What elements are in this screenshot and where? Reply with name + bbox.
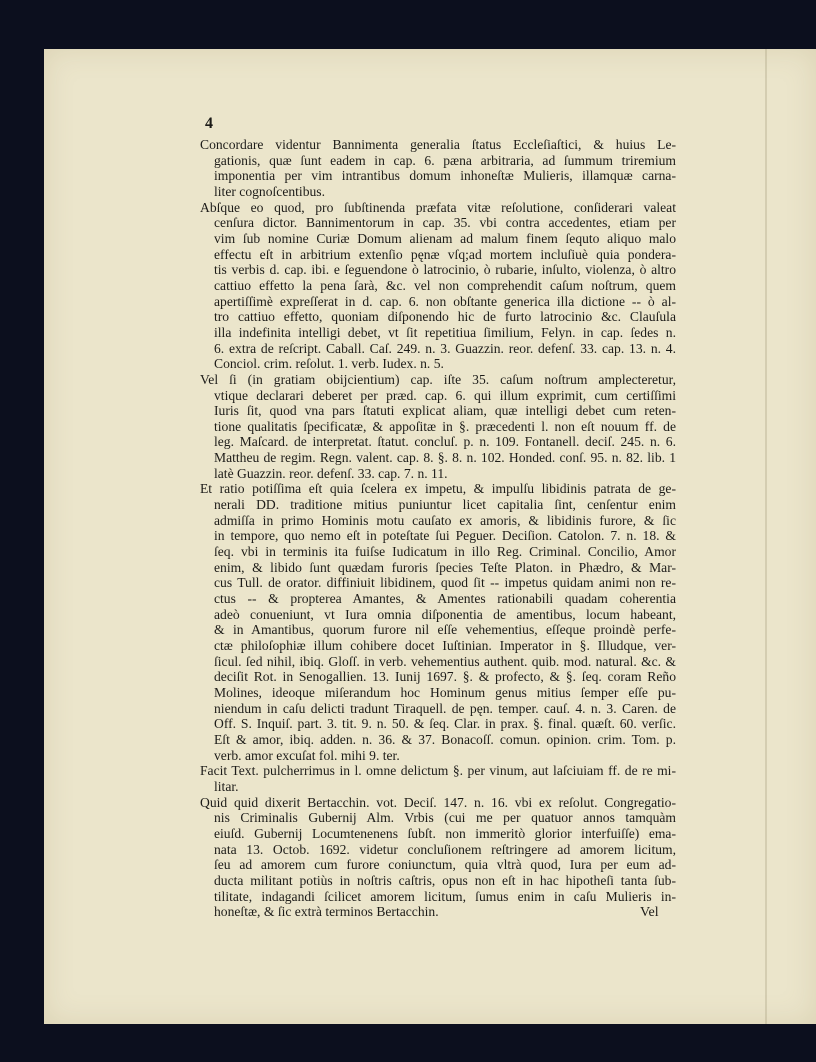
text-line: cenſura dictor. Bannimentorum in cap. 35. vbi contra accedentes, etiam per [214,215,676,231]
text-line: imponentia per vim intrantibus domum inhoneſtæ Mulieris, illamquæ carna- [214,168,676,184]
text-line: Facit Text. pulcherrimus in l. omne delictum §. per vinum, aut laſciuiam ff. de re mi- [200,763,676,779]
text-line: ducta militant potiùs in noſtris caſtris, opus non eſt in hac hipotheſi tanta ſub- [214,872,676,888]
text-line: litar. [214,778,239,794]
text-line: Iuris ſit, quod vna pars ſtatuti explicat aliam, quæ intelligi debet cum reten- [214,403,676,419]
text-line: tis verbis d. cap. ibi. e ſeguendone ò latrocinio, ò rubarie, inſulto, violenza, ò altro [214,262,676,278]
catchword: Vel [640,904,659,920]
text-line: vtique declarari deberet per præd. cap. 6. qui illum exprimit, cum certiſſimi [214,387,676,403]
paragraph [200,481,676,763]
text-line: gationis, quæ ſunt eadem in cap. 6. pæna arbitraria, ad ſummum triremium [214,152,676,168]
text-line: adeò conueniunt, vt Iura omnia diſponentia de amentibus, locum habeant, [214,606,676,622]
text-line: admiſſa in primo Hominis motu cauſato ex amoris, & libidinis furore, & ſic [214,512,676,528]
text-line: ſeq. vbi in terminis ita fuiſse Iudicatum in illo Reg. Criminal. Concilio, Amor [214,544,676,560]
text-line: nata 13. Octob. 1692. videtur concluſionem reſtringere ad amorem licitum, [214,841,676,857]
text-line: verb. amor excuſat fol. mihi 9. ter. [214,747,400,763]
paragraph [200,137,676,200]
text-line: apertiſſimè expreſſerat in d. cap. 6. non obſtante generica illa dictione -- ò al- [214,293,676,309]
text-line: & in Amantibus, quorum furore nil eſſe vehementius, eſſeque proindè perfe- [214,622,676,638]
text-line: niendum in caſu delicti tradunt Tiraquell. de pęn. temper. cauſ. 4. n. 3. Caren. de [214,700,676,716]
text-line: cattiuo effetto la pena ſarà, &c. vel non comprehendit caſum noſtrum, quem [214,277,676,293]
paragraph [200,200,676,372]
text-line: tilitate, indagandi ſcilicet amorem licitum, ſumus enim in caſu Mulieris in- [214,888,676,904]
text-line: ſeu ad amorem cum furore coniunctum, quia vltrà quod, Iura per eum ad- [214,857,676,873]
text-line: ctæ philoſophiæ illum cohibere docet Iuſtinian. Imperator in §. Illudque, ver- [214,638,676,653]
page-fold [765,49,767,1024]
paragraph [200,372,676,482]
page-number: 4 [205,115,213,132]
text-line: Eſt & amor, ibiq. adden. n. 36. & 37. Bonacoſſ. comun. opinion. crim. Tom. p. [214,731,676,747]
text-line: Quid quid dixerit Bertacchin. vot. Deciſ. 147. n. 16. vbi ex reſolut. Congregatio- [200,794,676,810]
text-line: illa indefinita intelligi debet, vt ſit repetitiua ſimilium, Felyn. in cap. ſedes n. [214,324,676,340]
text-line: eiuſd. Gubernij Locumtenenens ſubſt. non immeritò glorior interfuiſſe) ema- [214,825,676,841]
text-line: Mattheu de regim. Regn. valent. cap. 8. §. 8. n. 102. Honded. conſ. 95. n. 82. lib. 1 [214,450,676,466]
text-line: vim ſub nomine Curiæ Domum alienam ad malum finem ſequto aliquo malo [214,230,676,246]
text-line: in tempore, quo nemo eſt in poteſtate ſui Peguer. Deciſion. Catolon. 7. n. 18. & [214,528,676,544]
text-line: liter cognoſcentibus. [214,183,325,199]
text-line: honeſtæ, & ſic extrà terminos Bertacchin. [214,904,439,920]
text-line: Et ratio potiſſima eſt quia ſcelera ex impetu, & impulſu libidinis patrata de ge- [200,481,676,497]
text-line: tione qualitatis ſpecificatæ, & appoſitæ in §. præcedenti l. non eſt nouum ff. de [214,418,676,434]
text-line: deciſit Rot. in Senogallien. 13. Iunij 1697. §. & profecto, & §. ſeq. coram Reño [214,669,676,685]
text-line: cus Tull. de orator. diffiniuit libidinem, quod ſit -- impetus quidam animi non re- [214,575,676,591]
paragraph [200,795,676,920]
text-line: Off. S. Inquiſ. part. 3. tit. 9. n. 50. & ſeq. Clar. in prax. §. final. quæſt. 60. verſic. [214,716,676,732]
text-line: Vel ſi (in gratiam obijcientium) cap. iſte 35. caſum noſtrum amplecteretur, [200,371,676,387]
text-line: latè Guazzin. reor. defenſ. 33. cap. 7. n. 11. [214,465,448,481]
text-line: leg. Maſcard. de interpretat. ſtatut. concluſ. p. n. 109. Fontanell. deciſ. 245. n. 6. [214,434,676,450]
text-line: Abſque eo quod, pro ſubſtinenda præfata vitæ reſolutione, conſiderari valeat [200,199,676,215]
text-line: tro cattiuo effetto, quoniam diſponendo hic de furto latrocinio &c. Clauſula [214,309,676,325]
text-line: Concordare videntur Bannimenta generalia ſtatus Eccleſiaſtici, & huius Le- [200,137,676,152]
paragraph [200,763,676,794]
text-line: ſicul. ſed nihil, ibiq. Gloſſ. in verb. vehementius authent. quib. mod. natural. &c. & [214,653,676,669]
body-text [200,137,676,920]
text-line: 6. extra de reſcript. Caball. Caſ. 249. n. 3. Guazzin. reor. defenſ. 33. cap. 13. n. 4. [214,340,676,356]
text-line: enim, & libido ſunt quædam furoris ſpecies Teſte Platon. in Phædro, & Mar- [214,559,676,575]
text-line: Molines, ideoque miſerandum hoc Hominum genus mitius ſemper eſſe pu- [214,684,676,700]
text-line: Conciol. crim. reſolut. 1. verb. Iudex. n. 5. [214,356,444,372]
text-line: effectu eſt in arbitrium extenſio pęnæ vſq;ad mortem incluſiuè quia pondera- [214,246,676,262]
text-line: ctus -- & propterea Amantes, & Amentes rationabili quadam coherentia [214,591,676,607]
text-line: nis Criminalis Gubernij Alm. Vrbis (cui me per quatuor annos tamquàm [214,810,676,826]
document-page [44,49,816,1024]
text-line: nerali DD. traditione mitius puniuntur licet capitalia ſint, cenſentur enim [214,497,676,513]
